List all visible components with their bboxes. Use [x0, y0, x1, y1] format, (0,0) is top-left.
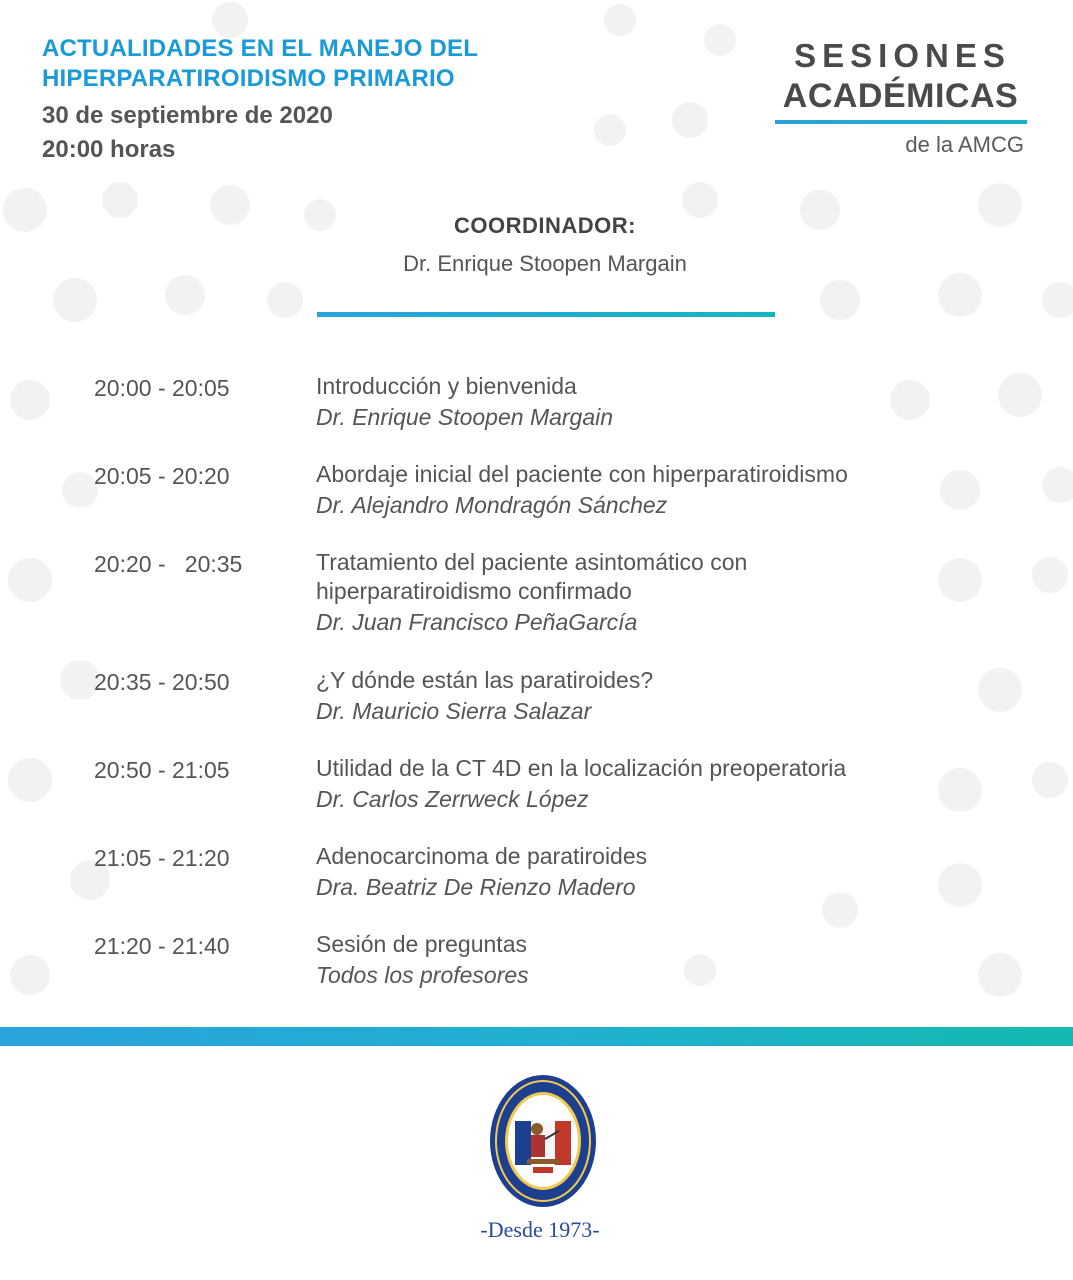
event-title-line-1: ACTUALIDADES EN EL MANEJO DEL: [42, 35, 479, 62]
schedule-speaker: Todos los profesores: [316, 962, 529, 988]
schedule-row: [94, 548, 1034, 666]
schedule-time: 20:00 - 20:05: [94, 375, 230, 401]
schedule-topic: Abordaje inicial del paciente con hiperparatiroidismo: [316, 461, 848, 487]
schedule-speaker: Dr. Mauricio Sierra Salazar: [316, 698, 592, 724]
schedule-speaker: Dra. Beatriz De Rienzo Madero: [316, 874, 636, 900]
brand-line-academicas: ACADÉMICAS: [782, 77, 1019, 115]
schedule-speaker: Dr. Enrique Stoopen Margain: [316, 404, 614, 430]
coordinator-divider: [317, 312, 775, 317]
schedule-topic: Introducción y bienvenida: [316, 373, 577, 399]
brand-line-sesiones: SESIONES: [794, 37, 1011, 74]
schedule-time: 20:20 - 20:35: [94, 551, 243, 577]
event-title: [42, 34, 602, 94]
schedule-topic-continued: hiperparatiroidismo confirmado: [316, 578, 632, 604]
event-title-line-2: HIPERPARATIROIDISMO PRIMARIO: [42, 65, 455, 92]
brand-logo: [773, 36, 1028, 160]
schedule-time: 21:20 - 21:40: [94, 933, 230, 959]
schedule-topic: Sesión de preguntas: [316, 931, 527, 957]
footer-gradient-bar: [0, 1027, 1073, 1046]
schedule-topic: Tratamiento del paciente asintomático con: [316, 549, 748, 575]
schedule-speaker: Dr. Carlos Zerrweck López: [316, 786, 589, 812]
since-year-label: -Desde 1973-: [480, 1217, 600, 1242]
schedule-topic: Utilidad de la CT 4D en la localización preoperatoria: [316, 755, 847, 781]
schedule-time: 20:50 - 21:05: [94, 757, 230, 783]
schedule-row: [94, 372, 1034, 460]
coordinator-label: COORDINADOR:: [454, 213, 636, 238]
event-time: 20:00 horas: [42, 136, 176, 163]
schedule-speaker: Dr. Juan Francisco PeñaGarcía: [316, 609, 638, 635]
schedule-time: 20:05 - 20:20: [94, 463, 230, 489]
coordinator-section: [0, 211, 1073, 279]
brand-line-amcg: de la AMCG: [905, 132, 1024, 157]
schedule-time: 20:35 - 20:50: [94, 669, 230, 695]
schedule-topic: Adenocarcinoma de paratiroides: [316, 843, 648, 869]
amcg-seal-icon: [487, 1073, 599, 1213]
schedule-list: [94, 372, 1034, 1018]
schedule-row: [94, 930, 1034, 1018]
schedule-time: 21:05 - 21:20: [94, 845, 230, 871]
schedule-speaker: Dr. Alejandro Mondragón Sánchez: [316, 492, 668, 518]
event-date: 30 de septiembre de 2020: [42, 102, 333, 129]
schedule-row: [94, 460, 1034, 548]
coordinator-name: Dr. Enrique Stoopen Margain: [403, 251, 687, 276]
schedule-row: [94, 666, 1034, 754]
schedule-row: [94, 754, 1034, 842]
schedule-row: [94, 842, 1034, 930]
brand-underline: [775, 120, 1027, 124]
schedule-topic: ¿Y dónde están las paratiroides?: [316, 667, 654, 693]
